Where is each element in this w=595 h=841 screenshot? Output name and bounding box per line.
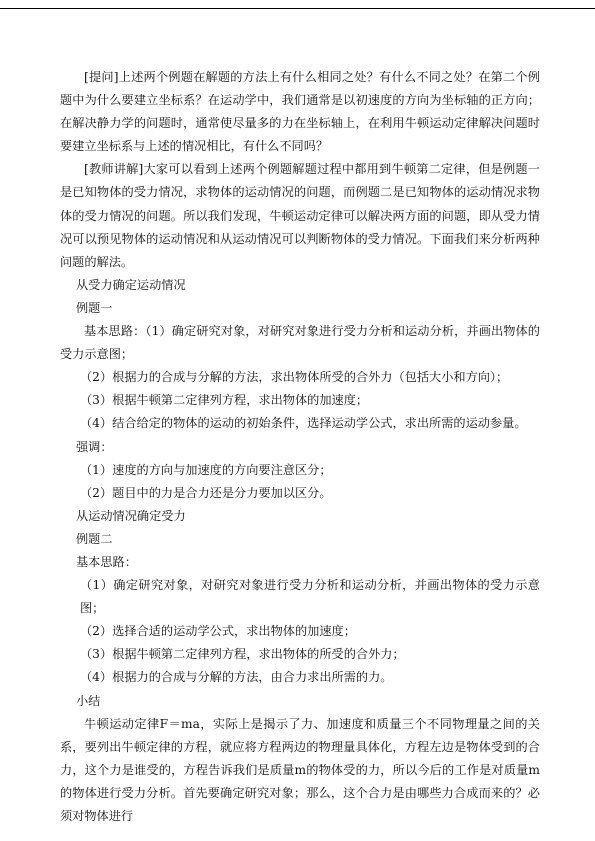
summary-heading: 小结 [76, 693, 101, 708]
document-body [60, 66, 540, 828]
top-rule [0, 8, 595, 9]
section-heading-force-to-motion: 从受力确定运动情况 [76, 277, 186, 292]
basic-approach-one: 基本思路：（1）确定研究对象，对研究对象进行受力分析和运动分析，并画出物体的受力示意图； [60, 324, 540, 362]
step-3-one: （3）根据牛顿第二定律列方程，求出物体的加速度； [80, 393, 369, 408]
emphasis-2: （2）题目中的力是合力还是分力要加以区分。 [80, 485, 332, 500]
summary-paragraph: 牛顿运动定律F＝ma，实际上是揭示了力、加速度和质量三个不同物理量之间的关系，要列出牛顿定律的方程，就应将方程两边的物理量具体化，方程左边是物体受到的合力，这个力是谁受的，方程告诉我们是质量m的物体受的力，所以今后的工作是对质量m的物体进行受力分析。首先要确定研究对象；那么，这个合力是由哪些力合成而来的？必须对物体进行 [60, 716, 540, 823]
step-1-two: （1）确定研究对象，对研究对象进行受力分析和运动分析，并画出物体的受力示意图； [80, 578, 540, 616]
section-heading-motion-to-force: 从运动情况确定受力 [76, 508, 186, 523]
question-paragraph: [提问]上述两个例题在解题的方法上有什么相同之处？有什么不同之处？在第二个例题中为什么要建立坐标系？在运动学中，我们通常是以初速度的方向为坐标轴的正方向；在解决静力学的问题时，通常使尽量多的力在坐标轴上，在利用牛顿运动定律解决问题时要建立坐标系与上述的情况相比，有什么不同吗？ [60, 70, 540, 154]
basic-approach-two-heading: 基本思路： [76, 554, 137, 569]
emphasis-1: （1）速度的方向与加速度的方向要注意区分； [80, 462, 332, 477]
example-two-heading: 例题二 [76, 531, 113, 546]
step-4-two: （4）根据力的合成与分解的方法，由合力求出所需的力。 [80, 670, 393, 685]
teacher-explanation-paragraph: [教师讲解]大家可以看到上述两个例题解题过程中都用到牛顿第二定律，但是例题一是已知物体的受力情况，求物体的运动情况的问题，而例题二是已知物体的运动情况求物体的受力情况的问题。所以我们发现，牛顿运动定律可以解决两方面的问题，即从受力情况可以预见物体的运动情况和从运动情况可以判断物体的受力情况。下面我们来分析两种问题的解法。 [60, 162, 540, 269]
step-3-two: （3）根据牛顿第二定律列方程，求出物体的所受的合外力； [80, 647, 405, 662]
step-4-one: （4）结合给定的物体的运动的初始条件，选择运动学公式，求出所需的运动参量。 [80, 416, 527, 431]
emphasis-heading: 强调： [76, 439, 113, 454]
step-2-two: （2）选择合适的运动学公式，求出物体的加速度； [80, 624, 356, 639]
step-2-one: （2）根据力的合成与分解的方法，求出物体所受的合外力（包括大小和方向）； [80, 370, 509, 385]
example-one-heading: 例题一 [76, 300, 113, 315]
